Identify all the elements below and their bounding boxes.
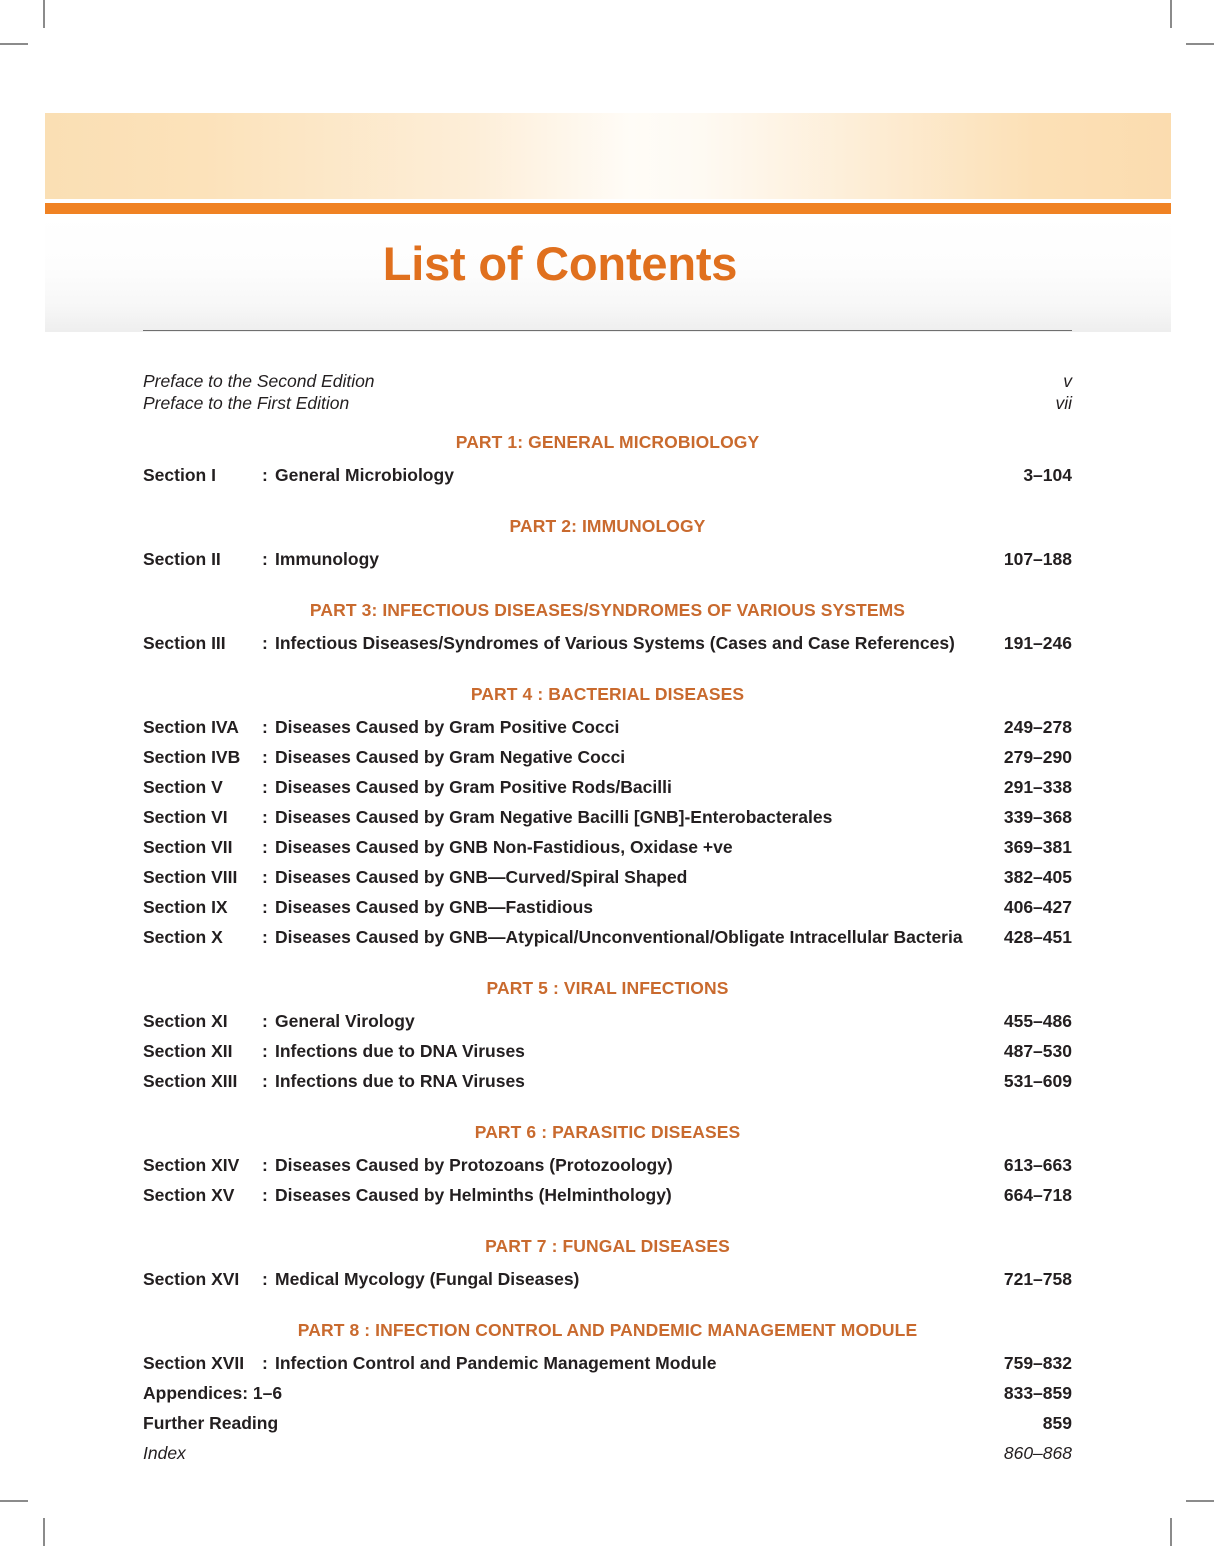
section-title: Infection Control and Pandemic Management Module (275, 1353, 717, 1373)
spacer (143, 490, 1072, 516)
spacer (143, 620, 1072, 628)
section-label: Section VIII (143, 867, 238, 887)
section-page: 406–427 (1003, 897, 1072, 917)
section-page: 107–188 (1003, 549, 1072, 569)
back-matter-page: 833–859 (1003, 1383, 1072, 1403)
back-matter-page: 860–868 (1003, 1443, 1072, 1463)
back-matter-label: Further Reading (143, 1413, 279, 1433)
section-label: Section X (143, 927, 223, 947)
spacer (143, 1340, 1072, 1348)
section-label: Section III (143, 633, 226, 653)
section-row (143, 628, 1072, 658)
crop-mark-top-right-horizontal (1186, 43, 1214, 45)
part-heading: PART 4 : BACTERIAL DISEASES (470, 684, 745, 704)
section-title: Diseases Caused by GNB—Curved/Spiral Shaped (275, 867, 688, 887)
section-row (143, 1264, 1072, 1294)
page-title: List of Contents (382, 237, 738, 290)
section-row (143, 832, 1072, 862)
section-colon: : (262, 1071, 268, 1091)
back-matter-label: Index (143, 1443, 186, 1463)
front-matter-page: vii (1055, 393, 1072, 413)
spacer (143, 1210, 1072, 1236)
section-title: Infections due to DNA Viruses (275, 1041, 525, 1061)
spacer (143, 414, 1072, 432)
section-row (143, 1150, 1072, 1180)
section-colon: : (262, 633, 268, 653)
section-colon: : (262, 777, 268, 797)
header-gradient-band (45, 113, 1171, 199)
section-row (143, 1348, 1072, 1378)
section-title: Diseases Caused by GNB—Fastidious (275, 897, 594, 917)
spacer (143, 658, 1072, 684)
crop-mark-bottom-left-horizontal (0, 1500, 28, 1502)
section-label: Section VI (143, 807, 228, 827)
title-underline (143, 330, 1072, 331)
back-matter-row (143, 1438, 1072, 1468)
section-label: Section II (143, 549, 221, 569)
section-colon: : (262, 837, 268, 857)
front-matter-label: Preface to the Second Edition (143, 371, 375, 391)
section-colon: : (262, 807, 268, 827)
section-colon: : (262, 465, 268, 485)
section-title: Diseases Caused by Gram Positive Rods/Bacilli (275, 777, 672, 797)
back-matter-row (143, 1408, 1072, 1438)
section-row (143, 802, 1072, 832)
back-matter-label: Appendices: 1–6 (143, 1383, 283, 1403)
part-heading: PART 3: INFECTIOUS DISEASES/SYNDROMES OF VARIOUS SYSTEMS (309, 600, 906, 620)
section-label: Section XV (143, 1185, 235, 1205)
section-page: 455–486 (1003, 1011, 1072, 1031)
spacer (143, 952, 1072, 978)
crop-mark-top-left-vertical (43, 0, 45, 28)
section-title: Diseases Caused by Helminths (Helminthology) (275, 1185, 672, 1205)
section-title: Diseases Caused by Gram Negative Cocci (275, 747, 626, 767)
section-row (143, 892, 1072, 922)
section-row (143, 1036, 1072, 1066)
back-matter-row (143, 1378, 1072, 1408)
crop-mark-bottom-right-vertical (1170, 1518, 1172, 1546)
section-label: Section XI (143, 1011, 228, 1031)
section-row (143, 460, 1072, 490)
section-page: 759–832 (1003, 1353, 1072, 1373)
section-colon: : (262, 867, 268, 887)
section-title: Diseases Caused by Gram Positive Cocci (275, 717, 620, 737)
crop-mark-top-left-horizontal (0, 43, 28, 45)
section-title: Infectious Diseases/Syndromes of Various Systems (Cases and Case References) (275, 633, 955, 653)
spacer (143, 998, 1072, 1006)
section-page: 613–663 (1003, 1155, 1072, 1175)
section-page: 279–290 (1003, 747, 1072, 767)
section-colon: : (262, 747, 268, 767)
section-label: Section XII (143, 1041, 233, 1061)
part-heading: PART 2: IMMUNOLOGY (509, 516, 706, 536)
front-matter-row (143, 392, 1072, 414)
spacer (143, 574, 1072, 600)
section-title: General Virology (275, 1011, 415, 1031)
part-heading: PART 8 : INFECTION CONTROL AND PANDEMIC MANAGEMENT MODULE (297, 1320, 918, 1340)
section-colon: : (262, 897, 268, 917)
section-label: Section XIV (143, 1155, 240, 1175)
crop-mark-top-right-vertical (1170, 0, 1172, 28)
spacer (143, 536, 1072, 544)
section-title: Diseases Caused by Protozoans (Protozoology) (275, 1155, 673, 1175)
section-row (143, 1180, 1072, 1210)
section-label: Section XVI (143, 1269, 240, 1289)
spacer (143, 1142, 1072, 1150)
section-page: 369–381 (1003, 837, 1072, 857)
back-matter-page: 859 (1042, 1413, 1072, 1433)
section-page: 664–718 (1003, 1185, 1072, 1205)
crop-mark-bottom-left-vertical (43, 1518, 45, 1546)
front-matter-page: v (1063, 371, 1072, 391)
section-title: Diseases Caused by Gram Negative Bacilli [GNB]-Enterobacterales (275, 807, 833, 827)
section-row (143, 922, 1072, 952)
spacer (143, 452, 1072, 460)
header-orange-rule (45, 203, 1171, 214)
section-label: Section IVA (143, 717, 239, 737)
section-label: Section V (143, 777, 223, 797)
front-matter-label: Preface to the First Edition (143, 393, 350, 413)
crop-mark-bottom-right-horizontal (1186, 1500, 1214, 1502)
section-label: Section VII (143, 837, 233, 857)
section-page: 249–278 (1003, 717, 1072, 737)
section-colon: : (262, 1011, 268, 1031)
part-heading: PART 7 : FUNGAL DISEASES (485, 1236, 730, 1256)
section-title: General Microbiology (275, 465, 454, 485)
front-matter-row (143, 370, 1072, 392)
section-title: Diseases Caused by GNB—Atypical/Unconventional/Obligate Intracellular Bacteria (275, 927, 963, 947)
section-colon: : (262, 1185, 268, 1205)
section-title: Immunology (275, 549, 380, 569)
contents-list (143, 370, 1072, 1468)
section-row (143, 544, 1072, 574)
section-label: Section IX (143, 897, 228, 917)
section-row (143, 1066, 1072, 1096)
section-title: Diseases Caused by GNB Non-Fastidious, Oxidase +ve (275, 837, 733, 857)
section-row (143, 1006, 1072, 1036)
section-page: 428–451 (1003, 927, 1072, 947)
section-page: 382–405 (1003, 867, 1072, 887)
part-heading: PART 6 : PARASITIC DISEASES (474, 1122, 741, 1142)
part-heading: PART 1: GENERAL MICROBIOLOGY (455, 432, 760, 452)
section-title: Infections due to RNA Viruses (275, 1071, 525, 1091)
spacer (143, 1096, 1072, 1122)
section-row (143, 772, 1072, 802)
section-page: 3–104 (1023, 465, 1072, 485)
spacer (143, 1294, 1072, 1320)
section-colon: : (262, 1155, 268, 1175)
section-page: 721–758 (1003, 1269, 1072, 1289)
section-colon: : (262, 927, 268, 947)
section-row (143, 712, 1072, 742)
section-page: 487–530 (1003, 1041, 1072, 1061)
section-label: Section XVII (143, 1353, 245, 1373)
section-label: Section XIII (143, 1071, 238, 1091)
section-page: 339–368 (1003, 807, 1072, 827)
section-title: Medical Mycology (Fungal Diseases) (275, 1269, 580, 1289)
section-page: 291–338 (1003, 777, 1072, 797)
section-page: 531–609 (1003, 1071, 1072, 1091)
section-page: 191–246 (1003, 633, 1072, 653)
section-colon: : (262, 549, 268, 569)
section-colon: : (262, 1353, 268, 1373)
section-colon: : (262, 1269, 268, 1289)
section-label: Section IVB (143, 747, 241, 767)
section-row (143, 742, 1072, 772)
section-row (143, 862, 1072, 892)
part-heading: PART 5 : VIRAL INFECTIONS (486, 978, 729, 998)
spacer (143, 1256, 1072, 1264)
section-colon: : (262, 1041, 268, 1061)
spacer (143, 704, 1072, 712)
section-label: Section I (143, 465, 216, 485)
section-colon: : (262, 717, 268, 737)
